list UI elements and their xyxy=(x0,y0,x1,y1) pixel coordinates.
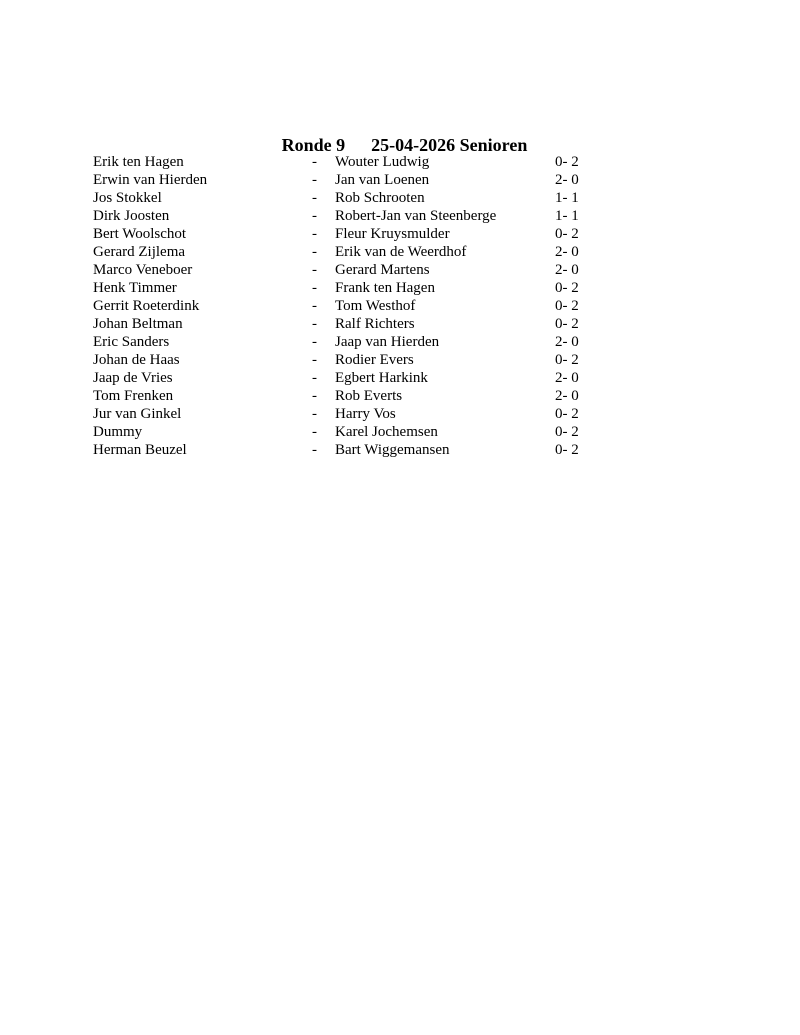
pairing-score: 0- 2 xyxy=(555,280,579,296)
pairing-score: 2- 0 xyxy=(555,172,579,188)
pairing-row xyxy=(93,261,593,279)
pairing-score: 0- 2 xyxy=(555,226,579,242)
pairing-row xyxy=(93,279,593,297)
pairing-separator: - xyxy=(312,190,317,206)
black-player: Rob Everts xyxy=(335,388,403,404)
pairing-score: 0- 2 xyxy=(555,442,579,458)
pairing-score: 0- 2 xyxy=(555,406,579,422)
black-player: Jan van Loenen xyxy=(335,172,430,188)
white-player: Johan Beltman xyxy=(93,316,183,332)
pairing-separator: - xyxy=(312,298,317,314)
pairing-separator: - xyxy=(312,244,317,260)
pairing-row xyxy=(93,315,593,333)
black-player: Robert-Jan van Steenberge xyxy=(335,208,497,224)
white-player: Bert Woolschot xyxy=(93,226,187,242)
pairing-row xyxy=(93,405,593,423)
black-player: Ralf Richters xyxy=(335,316,415,332)
black-player: Karel Jochemsen xyxy=(335,424,438,440)
white-player: Jos Stokkel xyxy=(93,190,162,206)
pairing-separator: - xyxy=(312,424,317,440)
pairing-separator: - xyxy=(312,154,317,170)
white-player: Herman Beuzel xyxy=(93,442,187,458)
pairing-row xyxy=(93,207,593,225)
white-player: Dummy xyxy=(93,424,143,440)
black-player: Erik van de Weerdhof xyxy=(335,244,467,260)
date-group-label: 25-04-2026 Senioren xyxy=(371,135,528,155)
white-player: Erik ten Hagen xyxy=(93,154,184,170)
pairing-row xyxy=(93,369,593,387)
pairing-separator: - xyxy=(312,280,317,296)
black-player: Gerard Martens xyxy=(335,262,430,278)
pairing-score: 2- 0 xyxy=(555,388,579,404)
round-label: Ronde 9 xyxy=(281,135,346,155)
pairing-separator: - xyxy=(312,208,317,224)
pairing-separator: - xyxy=(312,352,317,368)
pairing-row xyxy=(93,171,593,189)
pairing-score: 2- 0 xyxy=(555,334,579,350)
pairing-row xyxy=(93,297,593,315)
black-player: Wouter Ludwig xyxy=(335,154,430,170)
pairing-separator: - xyxy=(312,226,317,242)
black-player: Egbert Harkink xyxy=(335,370,428,386)
pairing-row xyxy=(93,189,593,207)
white-player: Henk Timmer xyxy=(93,280,177,296)
pairing-separator: - xyxy=(312,406,317,422)
black-player: Frank ten Hagen xyxy=(335,280,435,296)
white-player: Eric Sanders xyxy=(93,334,170,350)
pairing-separator: - xyxy=(312,262,317,278)
pairing-score: 0- 2 xyxy=(555,298,579,314)
pairing-score: 2- 0 xyxy=(555,370,579,386)
pairing-score: 0- 2 xyxy=(555,424,579,440)
pairing-row xyxy=(93,387,593,405)
pairing-row xyxy=(93,153,593,171)
pairing-score: 2- 0 xyxy=(555,244,579,260)
black-player: Rob Schrooten xyxy=(335,190,425,206)
white-player: Jaap de Vries xyxy=(93,370,173,386)
white-player: Gerard Zijlema xyxy=(93,244,186,260)
pairing-separator: - xyxy=(312,442,317,458)
black-player: Harry Vos xyxy=(335,406,396,422)
pairing-score: 0- 2 xyxy=(555,154,579,170)
pairing-score: 1- 1 xyxy=(555,190,579,206)
pairing-separator: - xyxy=(312,172,317,188)
pairing-row xyxy=(93,225,593,243)
black-player: Jaap van Hierden xyxy=(335,334,440,350)
black-player: Bart Wiggemansen xyxy=(335,442,450,458)
pairing-separator: - xyxy=(312,370,317,386)
pairing-score: 0- 2 xyxy=(555,316,579,332)
white-player: Johan de Haas xyxy=(93,352,180,368)
pairings-list xyxy=(93,153,593,459)
black-player: Fleur Kruysmulder xyxy=(335,226,450,242)
pairing-separator: - xyxy=(312,334,317,350)
pairing-score: 2- 0 xyxy=(555,262,579,278)
pairing-row xyxy=(93,423,593,441)
pairing-row xyxy=(93,333,593,351)
white-player: Dirk Joosten xyxy=(93,208,170,224)
pairing-score: 0- 2 xyxy=(555,352,579,368)
pairing-row xyxy=(93,441,593,459)
black-player: Rodier Evers xyxy=(335,352,414,368)
white-player: Erwin van Hierden xyxy=(93,172,208,188)
pairing-separator: - xyxy=(312,316,317,332)
black-player: Tom Westhof xyxy=(335,298,416,314)
page-title xyxy=(0,112,800,156)
pairing-score: 1- 1 xyxy=(555,208,579,224)
white-player: Jur van Ginkel xyxy=(93,406,182,422)
white-player: Tom Frenken xyxy=(93,388,174,404)
pairing-separator: - xyxy=(312,388,317,404)
white-player: Marco Veneboer xyxy=(93,262,193,278)
pairing-row xyxy=(93,243,593,261)
white-player: Gerrit Roeterdink xyxy=(93,298,200,314)
pairing-row xyxy=(93,351,593,369)
